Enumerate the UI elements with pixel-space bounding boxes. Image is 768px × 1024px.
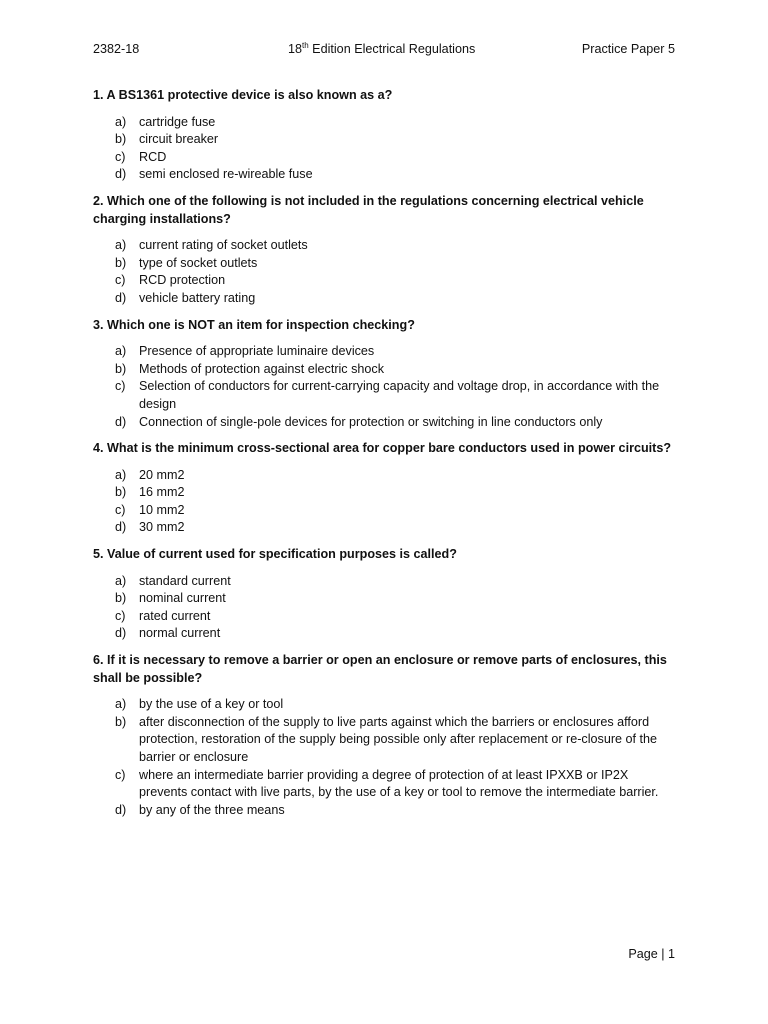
option-text: current rating of socket outlets	[139, 238, 308, 253]
question-list	[93, 87, 675, 828]
option-b	[93, 361, 675, 379]
answer-options	[93, 696, 675, 819]
option-text: cartridge fuse	[139, 114, 216, 129]
option-text: semi enclosed re-wireable fuse	[139, 167, 313, 182]
option-d	[93, 625, 675, 643]
option-letter: b)	[115, 132, 127, 147]
option-a	[93, 343, 675, 361]
option-b	[93, 131, 675, 149]
question-text: 5. Value of current used for specification purposes is called?	[93, 547, 457, 562]
option-letter: d)	[115, 520, 127, 535]
option-text: Methods of protection against electric shock	[139, 361, 385, 376]
option-text: Selection of conductors for current-carrying capacity and voltage drop, in accordance with the design	[139, 379, 660, 411]
answer-options	[93, 467, 675, 537]
answer-options	[93, 573, 675, 643]
option-text: by any of the three means	[139, 802, 285, 817]
title-ordinal-suffix: th	[302, 40, 309, 50]
option-c	[93, 608, 675, 626]
question-6	[93, 652, 675, 819]
option-text: by the use of a key or tool	[139, 697, 284, 712]
question-5	[93, 546, 675, 643]
page-number: Page | 1	[628, 947, 675, 961]
option-letter: a)	[115, 697, 127, 712]
option-text: circuit breaker	[139, 132, 219, 147]
option-a	[93, 573, 675, 591]
question-4	[93, 440, 675, 537]
option-a	[93, 696, 675, 714]
option-d	[93, 166, 675, 184]
option-text: standard current	[139, 573, 231, 588]
option-letter: c)	[115, 502, 126, 517]
option-c	[93, 767, 675, 802]
option-text: vehicle battery rating	[139, 290, 256, 305]
option-letter: a)	[115, 467, 127, 482]
question-text: 1. A BS1361 protective device is also known as a?	[93, 88, 393, 102]
page-header	[93, 42, 675, 60]
option-b	[93, 484, 675, 502]
option-letter: d)	[115, 626, 127, 641]
option-text: nominal current	[139, 591, 226, 606]
option-text: 20 mm2	[139, 467, 185, 482]
option-text: normal current	[139, 626, 221, 641]
option-d	[93, 802, 675, 820]
option-c	[93, 272, 675, 290]
option-text: rated current	[139, 608, 211, 623]
option-text: RCD	[139, 149, 167, 164]
option-letter: c)	[115, 149, 126, 164]
option-text: Presence of appropriate luminaire devices	[139, 344, 375, 359]
option-letter: d)	[115, 802, 127, 817]
answer-options	[93, 114, 675, 184]
option-letter: d)	[115, 167, 127, 182]
option-letter: b)	[115, 255, 127, 270]
option-text: 16 mm2	[139, 485, 185, 500]
option-b	[93, 714, 675, 767]
option-letter: a)	[115, 573, 127, 588]
option-letter: d)	[115, 290, 127, 305]
option-letter: b)	[115, 591, 127, 606]
document-title	[288, 42, 475, 56]
paper-number: Practice Paper 5	[581, 42, 675, 56]
option-text: 10 mm2	[139, 502, 185, 517]
option-letter: c)	[115, 379, 126, 394]
option-a	[93, 237, 675, 255]
title-text: Edition Electrical Regulations	[308, 42, 476, 56]
option-letter: d)	[115, 414, 127, 429]
option-text: 30 mm2	[139, 520, 185, 535]
question-text: 2. Which one of the following is not included in the regulations concerning electrical vehicle charging installations?	[93, 193, 644, 226]
question-text: 4. What is the minimum cross-sectional area for copper bare conductors used in power circuits?	[93, 441, 672, 456]
option-text: RCD protection	[139, 273, 226, 288]
option-letter: a)	[115, 114, 127, 129]
option-c	[93, 378, 675, 413]
option-letter: c)	[115, 608, 126, 623]
option-b	[93, 255, 675, 273]
option-b	[93, 590, 675, 608]
option-letter: c)	[115, 273, 126, 288]
option-a	[93, 467, 675, 485]
question-text: 6. If it is necessary to remove a barrier or open an enclosure or remove parts of enclosures, this shall be possible?	[93, 653, 667, 685]
option-text: Connection of single-pole devices for protection or switching in line conductors only	[139, 414, 603, 429]
option-letter: a)	[115, 238, 127, 253]
option-text: where an intermediate barrier providing a degree of protection of at least IPXXB or IP2X prevents contact with live parts, by the use of a key or tool to remove the intermediate barrier.	[139, 767, 659, 800]
option-text: type of socket outlets	[139, 255, 258, 270]
option-d	[93, 290, 675, 308]
option-c	[93, 149, 675, 167]
paper-code: 2382-18	[93, 42, 140, 56]
option-letter: a)	[115, 344, 127, 359]
question-3	[93, 317, 675, 432]
answer-options	[93, 343, 675, 431]
option-d	[93, 519, 675, 537]
option-d	[93, 414, 675, 432]
option-letter: b)	[115, 714, 127, 729]
option-letter: c)	[115, 767, 126, 782]
question-1	[93, 87, 675, 184]
option-letter: b)	[115, 361, 127, 376]
option-a	[93, 114, 675, 132]
option-c	[93, 502, 675, 520]
question-2	[93, 193, 675, 308]
option-letter: b)	[115, 485, 127, 500]
option-text: after disconnection of the supply to live parts against which the barriers or enclosures afford protection, restoration of the supply being possible only after replacement or re-closure of the barrier or enclosure	[139, 714, 658, 764]
answer-options	[93, 237, 675, 307]
title-edition-number: 18	[288, 42, 303, 56]
question-text: 3. Which one is NOT an item for inspection checking?	[93, 317, 415, 332]
